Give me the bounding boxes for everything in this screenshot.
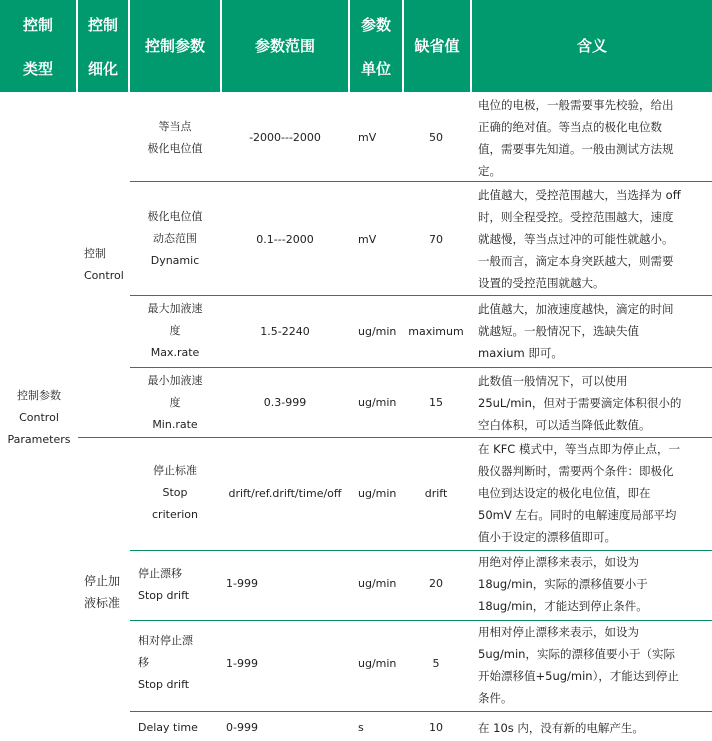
unit-cell: s (358, 721, 364, 734)
default-cell: drift (424, 487, 448, 500)
range-cell: 0.3-999 (263, 396, 307, 409)
desc-line: 空白体积，可以适当降低此数值。 (478, 418, 651, 432)
desc-line: 此数值一般情况下，可以使用 (478, 374, 628, 388)
desc-line: 就越慢，等当点过冲的可能性就越小。 (478, 232, 674, 246)
desc-line: 设置的受控范围就越大。 (478, 276, 605, 290)
desc-line: 就越短。一般情况下，选缺失值 (478, 324, 639, 338)
unit-cell: ug/min (358, 657, 397, 670)
unit-cell: mV (358, 131, 377, 144)
desc-cell (478, 298, 712, 364)
row-divider (130, 711, 712, 712)
param-line: Min.rate (152, 418, 198, 431)
desc-line: 此值越大，加液速度越快，滴定的时间 (478, 302, 674, 316)
param-line: 移 (138, 656, 149, 669)
param-line: 最小加液速 (147, 374, 203, 387)
param-line: 等当点 (158, 120, 192, 133)
param-line: Stop drift (138, 678, 190, 691)
param-line: Max.rate (150, 346, 200, 359)
param-line: Stop (162, 486, 188, 499)
desc-line: 条件。 (478, 691, 513, 705)
header-control-type-line1: 控制 (22, 16, 53, 34)
range-cell: 1.5-2240 (260, 325, 310, 338)
default-cell: 5 (432, 657, 440, 670)
header-unit (350, 0, 402, 92)
header-unit-line1: 参数 (360, 16, 391, 34)
desc-cell (478, 94, 712, 182)
range-cell: 1-999 (226, 577, 258, 590)
header-default-text: 缺省值 (414, 37, 460, 55)
param-cell (130, 460, 220, 526)
param-line: Stop drift (138, 589, 190, 602)
desc-line: maxium 即可。 (478, 346, 563, 360)
group-type-line2: Control (19, 411, 59, 424)
param-cell (130, 298, 220, 364)
desc-line: 电位的电极，一般需要事先校验，给出 (478, 98, 674, 112)
default-cell: 10 (429, 721, 443, 734)
desc-line: 在 KFC 模式中，等当点即为停止点，一 (478, 442, 680, 456)
range-cell: 1-999 (226, 657, 258, 670)
range-cell: drift/ref.drift/time/off (228, 487, 342, 500)
desc-line: 此值越大，受控范围越大，当选择为 off (478, 188, 681, 202)
desc-cell (478, 621, 712, 709)
desc-cell (478, 551, 712, 617)
unit-cell: ug/min (358, 396, 397, 409)
param-line: 极化电位值 (147, 210, 203, 223)
default-cell: 20 (429, 577, 443, 590)
default-cell: 50 (429, 131, 443, 144)
desc-line: 在 10s 内，没有新的电解产生。 (478, 721, 644, 735)
desc-line: 18ug/min，实际的漂移值要小于 (478, 577, 648, 591)
header-control-param (130, 0, 220, 92)
param-line: 停止漂移 (138, 567, 182, 580)
desc-line: 值小于设定的漂移值即可。 (478, 530, 616, 544)
header-control-type (0, 0, 76, 92)
param-line: 最大加液速 (147, 302, 203, 315)
group-sub1-line2: Control (84, 269, 124, 282)
header-control-param-text: 控制参数 (144, 37, 205, 55)
range-cell: 0.1---2000 (256, 233, 314, 246)
default-cell: maximum (408, 325, 464, 338)
desc-line: 用相对停止漂移来表示，如设为 (478, 625, 639, 639)
range-cell: -2000---2000 (249, 131, 321, 144)
desc-line: 值，需要事先知道。一般由测试方法规 (478, 142, 674, 156)
row-divider (130, 367, 712, 368)
group-type-line1: 控制参数 (17, 389, 61, 402)
header-control-detail (78, 0, 128, 92)
header-control-detail-line1: 控制 (87, 16, 118, 34)
param-line: 度 (169, 324, 181, 337)
desc-cell (478, 370, 712, 436)
unit-cell: ug/min (358, 577, 397, 590)
desc-line: 5ug/min，实际的漂移值要小于（实际 (478, 647, 675, 661)
param-cell (130, 116, 220, 160)
desc-line: 用绝对停止漂移来表示，如设为 (478, 555, 639, 569)
desc-line: 定。 (478, 164, 501, 178)
desc-line: 时，则全程受控。受控范围越大，速度 (478, 210, 674, 224)
row-divider (130, 295, 712, 296)
desc-cell (478, 438, 712, 548)
group-control (84, 243, 130, 287)
param-line: criterion (152, 508, 198, 521)
header-range-text: 参数范围 (254, 37, 315, 55)
desc-line: 电位到达设定的极化电位值，即在 (478, 486, 651, 500)
desc-cell (478, 717, 712, 739)
desc-line: 正确的绝对值。等当点的极化电位数 (478, 120, 662, 134)
desc-line: 一般而言，滴定本身突跃越大，则需要 (478, 254, 674, 268)
header-range (222, 0, 348, 92)
desc-cell (478, 184, 712, 294)
header-control-type-line2: 类型 (22, 60, 53, 78)
header-meaning-text: 含义 (576, 37, 607, 55)
desc-line: 18ug/min，才能达到停止条件。 (478, 599, 648, 613)
header-default (404, 0, 470, 92)
group-sub1-line1: 控制 (84, 247, 106, 260)
param-line: Delay time (138, 721, 198, 734)
header-meaning (472, 0, 712, 92)
desc-line: 50mV 左右。同时的电解速度局部平均 (478, 508, 677, 522)
default-cell: 15 (429, 396, 443, 409)
param-line: 极化电位值 (147, 142, 203, 155)
param-cell (138, 717, 220, 739)
param-cell (138, 630, 220, 696)
desc-line: 开始漂移值+5ug/min），才能达到停止 (478, 669, 679, 683)
unit-cell: ug/min (358, 487, 397, 500)
param-line: 相对停止漂 (138, 634, 193, 647)
desc-line: 25uL/min，但对于需要滴定体积很小的 (478, 396, 682, 410)
group-sub2-line2: 液标准 (84, 596, 121, 610)
param-line: 停止标准 (153, 464, 197, 477)
header-control-detail-line2: 细化 (87, 60, 118, 78)
header-unit-line2: 单位 (360, 60, 391, 78)
param-cell (130, 206, 220, 272)
param-cell (138, 563, 220, 607)
unit-cell: mV (358, 233, 377, 246)
group-stop-criteria (84, 570, 130, 614)
param-line: 动态范围 (153, 232, 197, 245)
default-cell: 70 (429, 233, 443, 246)
param-line: Dynamic (150, 254, 200, 267)
param-cell (130, 370, 220, 436)
unit-cell: ug/min (358, 325, 397, 338)
group-control-parameters (0, 385, 78, 451)
group-type-line3: Parameters (7, 433, 71, 446)
param-line: 度 (169, 396, 181, 409)
range-cell: 0-999 (226, 721, 258, 734)
group-sub2-line1: 停止加 (84, 574, 121, 588)
desc-line: 般仪器判断时，需要两个条件：即极化 (478, 464, 674, 478)
